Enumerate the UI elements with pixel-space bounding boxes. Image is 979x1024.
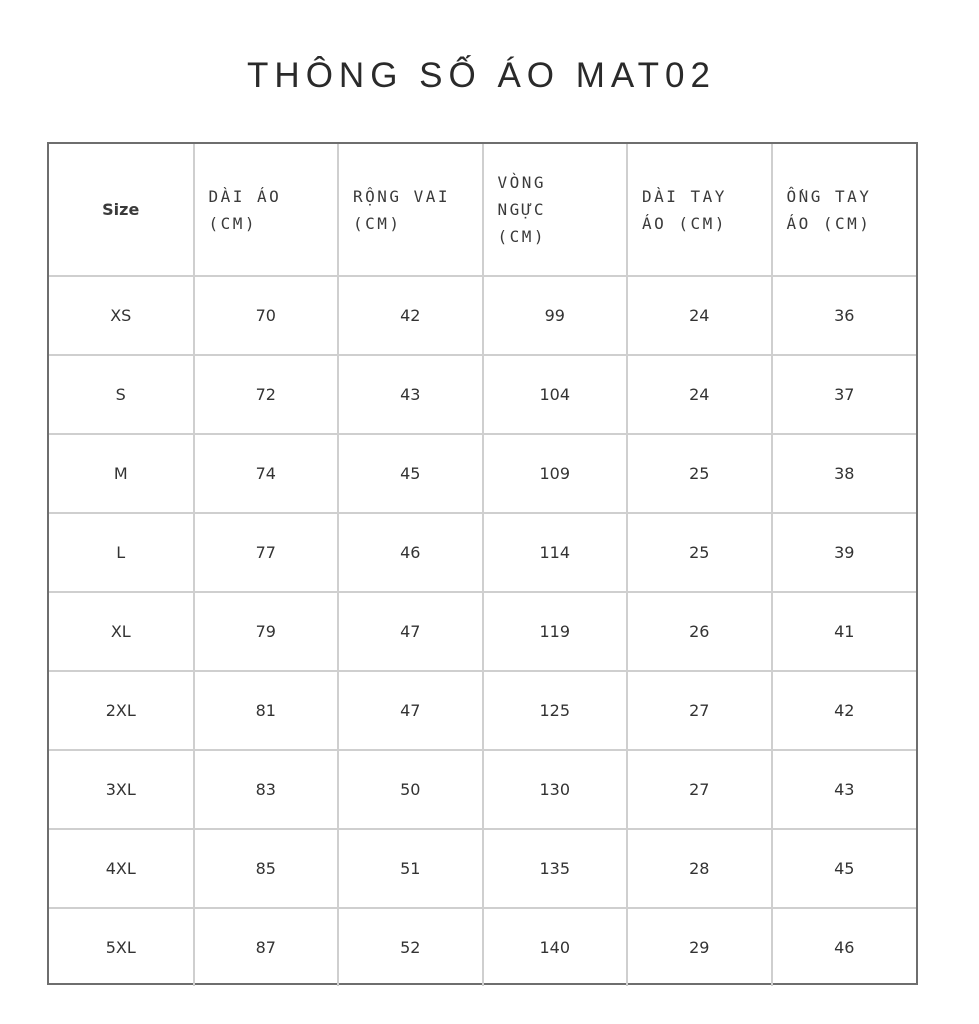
- header-ong-tay-ao: [772, 144, 917, 276]
- rong-vai-cell: 42: [338, 276, 483, 355]
- size-cell: XS: [49, 276, 194, 355]
- table-row: [49, 750, 916, 829]
- ong-tay-ao-cell: 36: [772, 276, 917, 355]
- vong-nguc-cell: 125: [483, 671, 628, 750]
- rong-vai-cell: 43: [338, 355, 483, 434]
- dai-tay-ao-cell: 28: [627, 829, 772, 908]
- table-row: [49, 829, 916, 908]
- table-row: [49, 671, 916, 750]
- dai-tay-ao-cell: 27: [627, 671, 772, 750]
- header-rong-vai: [338, 144, 483, 276]
- ong-tay-ao-cell: 43: [772, 750, 917, 829]
- size-cell: 4XL: [49, 829, 194, 908]
- size-cell: M: [49, 434, 194, 513]
- size-cell: 3XL: [49, 750, 194, 829]
- header-label: DÀI ÁO (CM): [208, 186, 282, 233]
- header-label: VÒNG NGỰC (CM): [497, 173, 547, 246]
- dai-ao-cell: 83: [194, 750, 339, 829]
- rong-vai-cell: 46: [338, 513, 483, 592]
- rong-vai-cell: 45: [338, 434, 483, 513]
- table-header: [49, 144, 916, 276]
- dai-ao-cell: 74: [194, 434, 339, 513]
- header-vong-nguc: [483, 144, 628, 276]
- ong-tay-ao-cell: 39: [772, 513, 917, 592]
- vong-nguc-cell: 109: [483, 434, 628, 513]
- table-row: [49, 513, 916, 592]
- vong-nguc-cell: 130: [483, 750, 628, 829]
- vong-nguc-cell: 114: [483, 513, 628, 592]
- header-label: ỐNG TAY ÁO (CM): [786, 186, 872, 233]
- size-cell: L: [49, 513, 194, 592]
- rong-vai-cell: 47: [338, 592, 483, 671]
- header-size: Size: [49, 144, 194, 276]
- rong-vai-cell: 50: [338, 750, 483, 829]
- table-row: [49, 355, 916, 434]
- dai-ao-cell: 70: [194, 276, 339, 355]
- dai-ao-cell: 81: [194, 671, 339, 750]
- header-dai-tay-ao: [627, 144, 772, 276]
- rong-vai-cell: 51: [338, 829, 483, 908]
- dai-tay-ao-cell: 24: [627, 355, 772, 434]
- dai-tay-ao-cell: 25: [627, 434, 772, 513]
- ong-tay-ao-cell: 37: [772, 355, 917, 434]
- dai-ao-cell: 79: [194, 592, 339, 671]
- table-row: [49, 434, 916, 513]
- dai-ao-cell: 85: [194, 829, 339, 908]
- page-title: THÔNG SỐ ÁO MAT02: [247, 56, 716, 96]
- dai-ao-cell: 72: [194, 355, 339, 434]
- size-table: [49, 144, 916, 986]
- table-row: [49, 276, 916, 355]
- size-cell: 5XL: [49, 908, 194, 986]
- size-cell: XL: [49, 592, 194, 671]
- dai-tay-ao-cell: 27: [627, 750, 772, 829]
- size-chart-table: [47, 142, 918, 985]
- size-cell: S: [49, 355, 194, 434]
- rong-vai-cell: 47: [338, 671, 483, 750]
- header-label: DÀI TAY ÁO (CM): [642, 186, 727, 233]
- header-row: [49, 144, 916, 276]
- vong-nguc-cell: 135: [483, 829, 628, 908]
- vong-nguc-cell: 99: [483, 276, 628, 355]
- dai-tay-ao-cell: 25: [627, 513, 772, 592]
- dai-ao-cell: 77: [194, 513, 339, 592]
- table-row: [49, 592, 916, 671]
- dai-tay-ao-cell: 24: [627, 276, 772, 355]
- vong-nguc-cell: 119: [483, 592, 628, 671]
- ong-tay-ao-cell: 46: [772, 908, 917, 986]
- header-label: RỘNG VAI (CM): [353, 186, 451, 233]
- dai-ao-cell: 87: [194, 908, 339, 986]
- table-body: [49, 276, 916, 986]
- size-cell: 2XL: [49, 671, 194, 750]
- ong-tay-ao-cell: 45: [772, 829, 917, 908]
- vong-nguc-cell: 140: [483, 908, 628, 986]
- rong-vai-cell: 52: [338, 908, 483, 986]
- ong-tay-ao-cell: 38: [772, 434, 917, 513]
- vong-nguc-cell: 104: [483, 355, 628, 434]
- dai-tay-ao-cell: 29: [627, 908, 772, 986]
- ong-tay-ao-cell: 41: [772, 592, 917, 671]
- header-dai-ao: [194, 144, 339, 276]
- dai-tay-ao-cell: 26: [627, 592, 772, 671]
- table-row: [49, 908, 916, 986]
- ong-tay-ao-cell: 42: [772, 671, 917, 750]
